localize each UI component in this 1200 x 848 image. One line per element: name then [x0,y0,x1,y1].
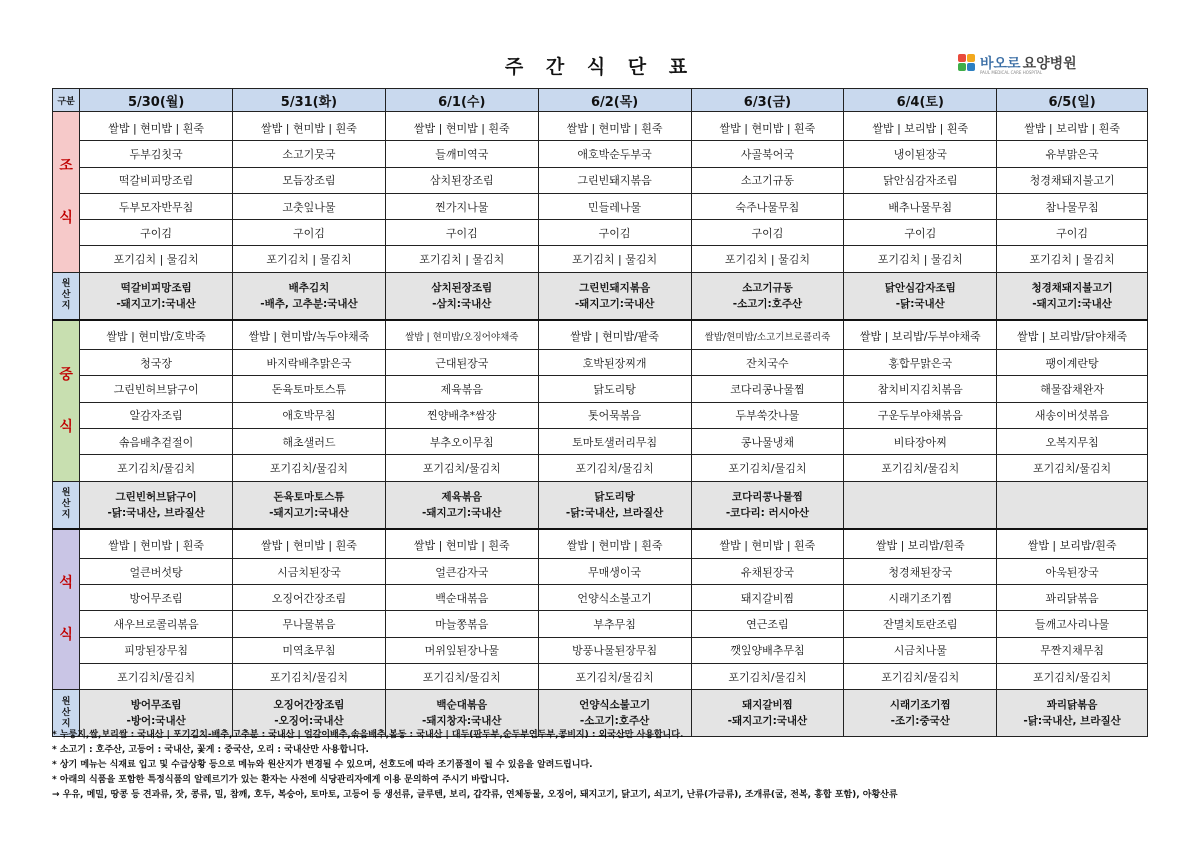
menu-item: 닭도리탕 [538,376,691,402]
menu-item: 백순대볶음 [385,585,538,611]
menu-item: 꽈리닭볶음 [997,585,1148,611]
menu-item: 민들레나물 [538,193,691,219]
menu-item: 피망된장무침 [80,637,233,663]
menu-item: 들깨고사리나물 [997,611,1148,637]
origin-dish: 소고기규동 [742,281,793,294]
menu-item: 포기김치/물김치 [80,455,233,481]
menu-item: 두부김칫국 [80,141,233,167]
menu-item: 마늘쫑볶음 [385,611,538,637]
origin-dish: 코다리콩나물찜 [731,490,803,503]
menu-item: 무나물볶음 [233,611,386,637]
origin-cell [538,272,691,320]
menu-item: 유부맑은국 [997,141,1148,167]
menu-item: 참치비지김치볶음 [844,376,997,402]
origin-label [53,272,80,320]
menu-item: 오복지무침 [997,428,1148,454]
menu-item: 제육볶음 [385,376,538,402]
origin-label-char: 원 [61,279,71,290]
logo-subtitle: PAUL MEDICAL CARE HOSPITAL [980,70,1043,75]
menu-item: 포기김치/물김치 [233,455,386,481]
menu-item: 쌀밥 | 현미밥/호박죽 [80,320,233,350]
origin-cell [997,272,1148,320]
origin-dish: 그린빈돼지볶음 [579,281,651,294]
menu-item: 새송이버섯볶음 [997,402,1148,428]
menu-item: 무짠지채무침 [997,637,1148,663]
menu-item: 소고기뭇국 [233,141,386,167]
origin-label-char: 지 [61,510,71,521]
menu-item: 포기김치/물김치 [691,455,844,481]
menu-item: 포기김치/물김치 [997,455,1148,481]
origin-cell [233,481,386,529]
origin-dish: 닭안심감자조림 [884,281,956,294]
menu-item: 삼치된장조림 [385,167,538,193]
menu-item: 소고기규동 [691,167,844,193]
lunch-label [53,320,80,481]
menu-item: 호박된장찌개 [538,350,691,376]
menu-item: 잔멸치토란조림 [844,611,997,637]
breakfast-label-char: 식 [59,209,73,226]
menu-item: 쌀밥 | 현미밥 | 흰죽 [233,529,386,559]
origin-dish: 언양식소불고기 [579,699,651,712]
menu-item: 근대된장국 [385,350,538,376]
note-line: → 우유, 메밀, 땅콩 등 견과류, 잣, 콩류, 밀, 참깨, 호두, 복숭아, 토마토, 고등어 등 생선류, 글루텐, 보리, 갑각류, 연체동물, 오징어, 돼지고기, 닭고기, 쇠고기, 난류(가금류), 조개류(굴, 전복, 홍합 포함), 아황산류 [52,790,898,800]
breakfast-label-char: 조 [59,157,73,174]
menu-item: 토마토샐러리무침 [538,428,691,454]
menu-item: 포기김치/물김치 [538,455,691,481]
origin-cell [538,481,691,529]
origin-dish: 배추김치 [288,281,330,294]
note-line: * 아래의 식품을 포함한 특정식품의 알레르기가 있는 환자는 사전에 식당관리자에게 이용 문의하여 주시기 바랍니다. [52,775,510,785]
menu-item: 쌀밥 | 현미밥 | 흰죽 [80,112,233,141]
menu-item: 아욱된장국 [997,558,1148,584]
dinner-label [53,529,80,690]
origin-cell [80,272,233,320]
menu-item: 포기김치/물김치 [385,455,538,481]
origin-source: -코다리: 러시아산 [725,506,810,519]
menu-item: 부추오이무침 [385,428,538,454]
menu-item: 그린빈허브닭구이 [80,376,233,402]
logo-name: 요양병원 [1022,56,1077,72]
menu-item: 포기김치 | 물김치 [80,246,233,272]
menu-item: 참나물무침 [997,193,1148,219]
menu-item: 찐가지나물 [385,193,538,219]
origin-label-char: 산 [61,290,71,301]
origin-cell [80,481,233,529]
menu-item: 쌀밥 | 현미밥 | 흰죽 [538,112,691,141]
menu-item: 포기김치/물김치 [233,664,386,690]
menu-item: 구이김 [997,220,1148,246]
menu-item: 구이김 [80,220,233,246]
menu-item: 톳어묵볶음 [538,402,691,428]
menu-item: 홍합무맑은국 [844,350,997,376]
menu-item: 포기김치 | 물김치 [233,246,386,272]
note-line: * 상기 메뉴는 식재료 입고 및 수급상황 등으로 메뉴와 원산지가 변경될 수 있으며, 선호도에 따라 조기품절이 될 수 있음을 알려드립니다. [52,760,593,770]
note-line: * 소고기 : 호주산, 고등어 : 국내산, 꽃게 : 중국산, 오리 : 국내산만 사용합니다. [52,745,369,755]
origin-label [53,481,80,529]
menu-item: 쌀밥 | 현미밥 | 흰죽 [80,529,233,559]
menu-item: 포기김치/물김치 [997,664,1148,690]
menu-item: 두부모자반무침 [80,193,233,219]
origin-source: -닭:국내산, 브라질산 [1023,715,1121,728]
menu-item: 그린빈돼지볶음 [538,167,691,193]
menu-item: 떡갈비피망조림 [80,167,233,193]
menu-item: 쌀밥 | 보리밥/두부야채죽 [844,320,997,350]
menu-item: 깻잎양배추무침 [691,637,844,663]
origin-source: -돼지고기:국내산 [1032,297,1112,310]
origin-label-char: 산 [61,499,71,510]
weekly-menu-table [52,88,1148,737]
origin-dish: 방어무조림 [130,699,182,712]
day-header: 6/1(수) [385,89,538,112]
origin-source: -오징어:국내산 [274,715,344,728]
origin-source: -돼지고기:국내산 [727,715,808,728]
menu-item: 포기김치/물김치 [538,664,691,690]
origin-cell [844,272,997,320]
menu-item: 쌀밥 | 현미밥 | 흰죽 [233,112,386,141]
menu-item: 쌀밥 | 현미밥/오징어야채죽 [385,320,538,350]
logo-brand: 바오로 [980,56,1021,72]
menu-item: 구이김 [691,220,844,246]
origin-source: -조기:중국산 [890,715,950,728]
origin-dish: 시래기조기찜 [889,699,951,712]
origin-label-char: 산 [61,707,71,718]
menu-item: 포기김치 | 물김치 [385,246,538,272]
origin-source: -닭:국내산, 브라질산 [565,506,664,519]
menu-item: 쌀밥 | 보리밥/흰죽 [844,529,997,559]
day-header: 6/3(금) [691,89,844,112]
lunch-label-char: 중 [59,366,73,383]
origin-cell [385,272,538,320]
origin-dish: 돈육토마토스튜 [273,490,345,503]
origin-cell [233,272,386,320]
menu-item: 미역초무침 [233,637,386,663]
menu-item: 유채된장국 [691,558,844,584]
day-header: 6/4(토) [844,89,997,112]
menu-item: 닭안심감자조림 [844,167,997,193]
menu-item: 쌀밥 | 현미밥 | 흰죽 [691,529,844,559]
origin-source: -돼지고기:국내산 [269,506,349,519]
menu-item: 포기김치 | 물김치 [691,246,844,272]
menu-item: 쌀밥 | 현미밥 | 흰죽 [538,529,691,559]
menu-item: 돼지갈비찜 [691,585,844,611]
page-title: 주 간 식 단 표 [504,56,696,78]
menu-item: 새우브로콜리볶음 [80,611,233,637]
menu-item: 돈육토마토스튜 [233,376,386,402]
day-header: 6/5(일) [997,89,1148,112]
origin-source: -닭:국내산 [895,297,945,310]
day-header: 5/31(화) [233,89,386,112]
menu-item: 구운두부야채볶음 [844,402,997,428]
menu-item: 알감자조림 [80,402,233,428]
origin-label-char: 지 [61,718,71,729]
day-header: 5/30(월) [80,89,233,112]
origin-cell [691,272,844,320]
menu-item: 포기김치/물김치 [691,664,844,690]
menu-item: 배추나물무침 [844,193,997,219]
menu-item: 쌀밥/현미밥/소고기브로콜리죽 [691,320,844,350]
menu-item: 구이김 [538,220,691,246]
dinner-label-char: 석 [59,575,73,592]
menu-item: 해물잡채완자 [997,376,1148,402]
menu-item: 콩나물냉채 [691,428,844,454]
menu-item: 시래기조기찜 [844,585,997,611]
dinner-label-char: 식 [59,627,73,644]
origin-dish: 오징어간장조림 [273,699,345,712]
origin-source: -소고기:호주산 [579,715,650,728]
origin-source: -방어:국내산 [126,715,186,728]
menu-item: 무매생이국 [538,558,691,584]
origin-label-char: 원 [61,488,71,499]
menu-item: 사골북어국 [691,141,844,167]
menu-item: 포기김치/물김치 [80,664,233,690]
logo-mark-icon [958,54,976,72]
origin-dish: 꽈리닭볶음 [1046,699,1098,712]
menu-item: 쌀밥 | 현미밥 | 흰죽 [691,112,844,141]
origin-source: -닭:국내산, 브라질산 [107,506,205,519]
menu-item: 쌀밥 | 현미밥 | 흰죽 [385,529,538,559]
menu-item: 언양식소불고기 [538,585,691,611]
origin-dish: 제육볶음 [441,490,483,503]
menu-item: 쌀밥 | 현미밥/팥죽 [538,320,691,350]
menu-item: 포기김치 | 물김치 [538,246,691,272]
menu-item: 팽이계란탕 [997,350,1148,376]
menu-item: 바지락배추맑은국 [233,350,386,376]
origin-source: -돼지고기:국내산 [116,297,196,310]
menu-item: 방어무조림 [80,585,233,611]
origin-dish: 백순대볶음 [436,699,488,712]
menu-item: 연근조림 [691,611,844,637]
menu-item: 숙주나물무침 [691,193,844,219]
menu-item: 시금치나물 [844,637,997,663]
menu-item: 구이김 [385,220,538,246]
origin-source: -돼지고기:국내산 [421,506,502,519]
origin-source: -돼지고기:국내산 [574,297,655,310]
menu-item: 구이김 [233,220,386,246]
menu-item: 머위잎된장나물 [385,637,538,663]
menu-item: 잔치국수 [691,350,844,376]
menu-item: 솎음배추겉절이 [80,428,233,454]
menu-item: 청경채돼지불고기 [997,167,1148,193]
menu-item: 애호박무침 [233,402,386,428]
menu-item: 포기김치/물김치 [844,664,997,690]
origin-dish: 떡갈비피망조림 [120,281,192,294]
origin-dish: 닭도리탕 [594,490,635,503]
origin-label-char: 원 [61,696,71,707]
menu-item: 부추무침 [538,611,691,637]
menu-item: 쌀밥 | 보리밥/흰죽 [997,529,1148,559]
menu-item: 얼큰버섯탕 [80,558,233,584]
menu-item: 찐양배추*쌈장 [385,402,538,428]
menu-item: 해초샐러드 [233,428,386,454]
menu-item: 들깨미역국 [385,141,538,167]
menu-item: 오징어간장조림 [233,585,386,611]
menu-item: 쌀밥 | 보리밥/닭야채죽 [997,320,1148,350]
menu-item: 쌀밥 | 보리밥 | 흰죽 [844,112,997,141]
origin-cell [997,481,1148,529]
menu-item: 시금치된장국 [233,558,386,584]
menu-item: 냉이된장국 [844,141,997,167]
day-header: 6/2(목) [538,89,691,112]
origin-source: -배추, 고추분:국내산 [260,297,358,310]
origin-dish: 그린빈허브닭구이 [115,490,197,503]
menu-item: 포기김치 | 물김치 [997,246,1148,272]
breakfast-label [53,112,80,273]
header-corner: 구분 [53,89,80,112]
origin-source: -돼지창자:국내산 [421,715,502,728]
origin-cell [844,481,997,529]
menu-item: 포기김치/물김치 [385,664,538,690]
menu-item: 청경채된장국 [844,558,997,584]
menu-item: 애호박순두부국 [538,141,691,167]
menu-item: 구이김 [844,220,997,246]
note-line: * 누룽지,쌀,보리쌀 : 국내산 | 포기김치-배추,고추분 : 국내산 | 얼갈이배추,솎음배추,봄동 : 국내산 | 대두(판두부,순두부연두부,콩비지) : 외국산만 사용합니다. [52,730,684,740]
menu-item: 쌀밥 | 현미밥 | 흰죽 [385,112,538,141]
origin-source: -소고기:호주산 [732,297,803,310]
menu-item: 쌀밥 | 현미밥/녹두야채죽 [233,320,386,350]
origin-label-char: 지 [61,301,71,312]
lunch-label-char: 식 [59,418,73,435]
menu-item: 쌀밥 | 보리밥 | 흰죽 [997,112,1148,141]
origin-cell [691,481,844,529]
menu-item: 모듬장조림 [233,167,386,193]
menu-item: 두부쑥갓나물 [691,402,844,428]
menu-item: 청국장 [80,350,233,376]
origin-dish: 청경채돼지불고기 [1031,281,1113,294]
menu-item: 코다리콩나물찜 [691,376,844,402]
hospital-logo [958,50,1077,76]
menu-item: 고춧잎나물 [233,193,386,219]
menu-item: 포기김치 | 물김치 [844,246,997,272]
menu-item: 얼큰감자국 [385,558,538,584]
origin-source: -삼치:국내산 [432,297,492,310]
origin-cell [385,481,538,529]
menu-item: 비타장아찌 [844,428,997,454]
menu-item: 방풍나물된장무침 [538,637,691,663]
menu-item: 포기김치/물김치 [844,455,997,481]
notes-section [52,728,1152,803]
origin-dish: 돼지갈비찜 [742,699,793,712]
origin-dish: 삼치된장조림 [431,281,493,294]
